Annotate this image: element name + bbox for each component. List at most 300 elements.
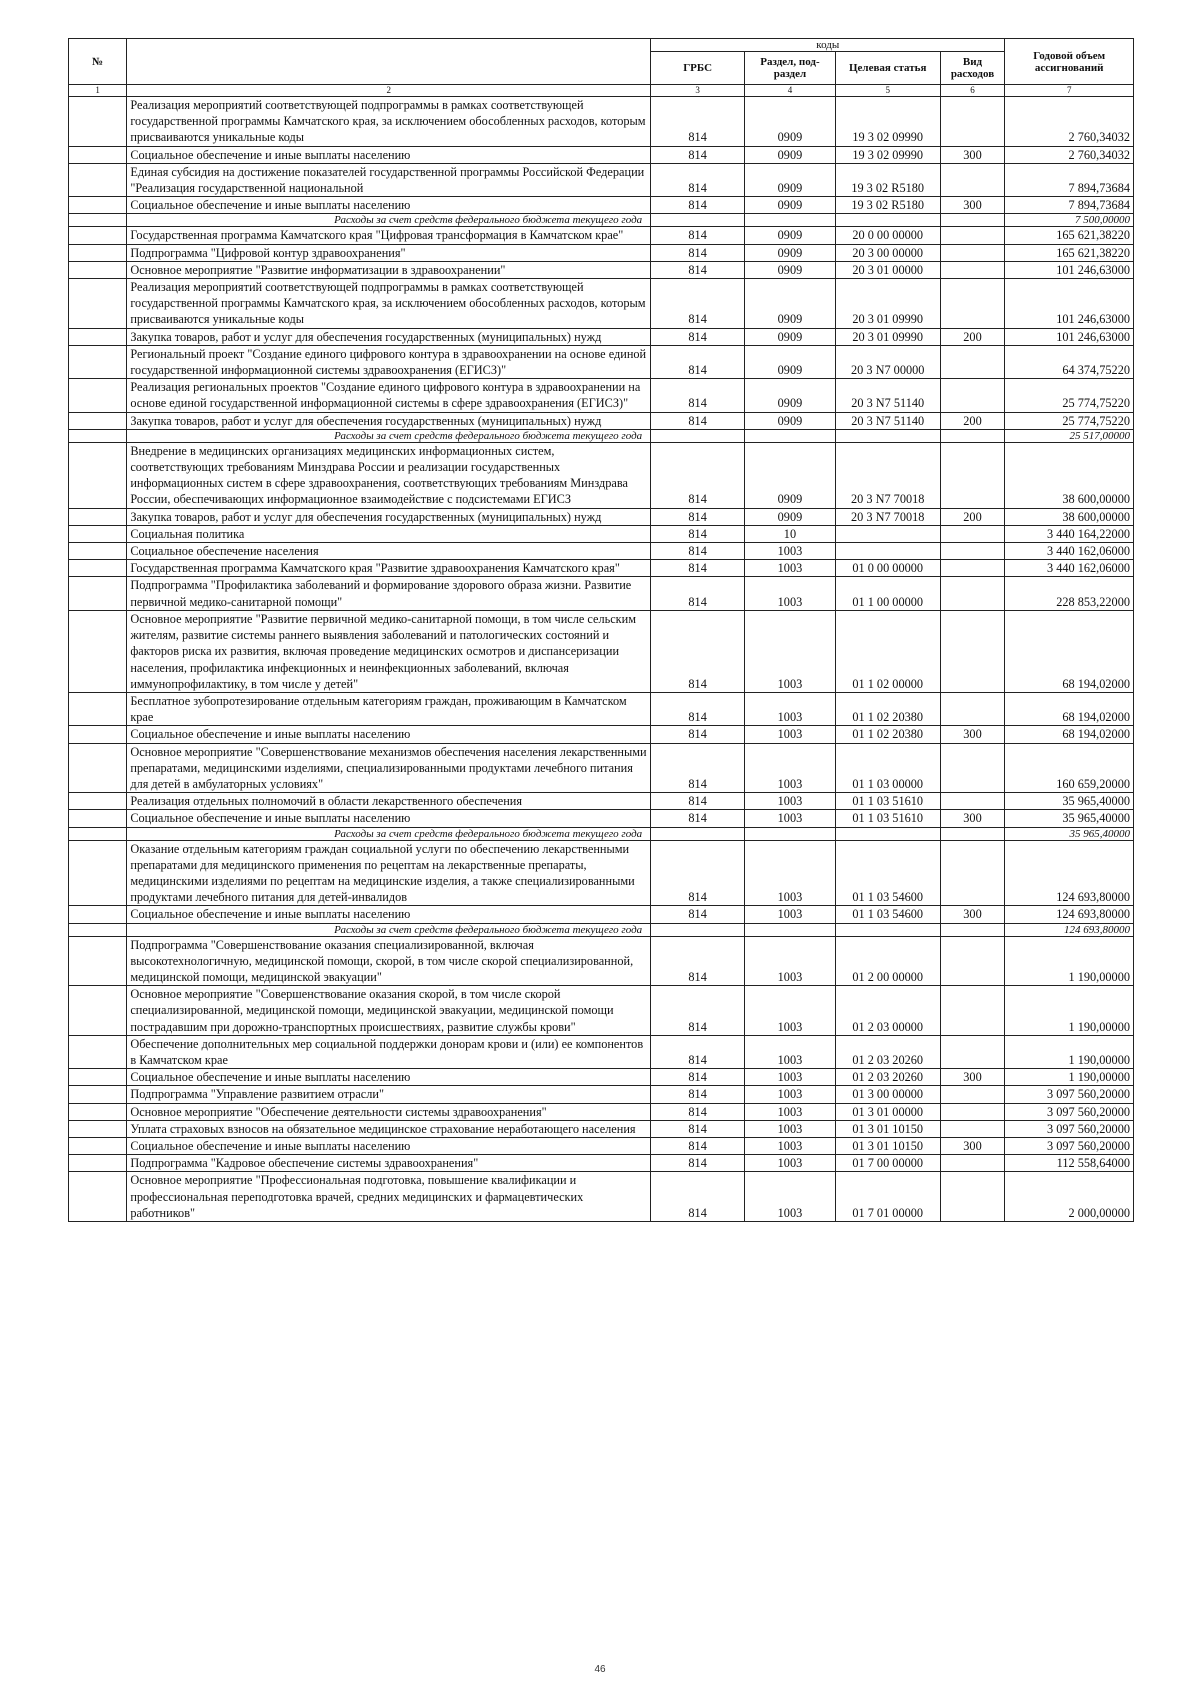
table-row [69,936,1134,986]
grbs-cell: 814 [651,936,745,986]
row-number-cell [69,1069,127,1086]
grbs-cell: 814 [651,743,745,793]
razdel-cell [745,827,836,840]
target-article-cell: 01 2 00 00000 [835,936,940,986]
name-cell: Основное мероприятие "Профессиональная подготовка, повышение квалификации и профессиональная переподготовка врачей, средних медицинских и фармацевтических работников" [127,1172,651,1222]
grbs-cell [651,429,745,442]
table-row [69,1172,1134,1222]
row-number-cell [69,1137,127,1154]
volume-cell: 7 500,00000 [1005,214,1134,227]
volume-cell: 35 965,40000 [1005,810,1134,827]
grbs-cell: 814 [651,412,745,429]
row-number-cell [69,261,127,278]
row-number-cell [69,1103,127,1120]
expense-type-cell [940,429,1005,442]
razdel-cell [745,923,836,936]
expense-type-cell: 300 [940,1069,1005,1086]
name-cell: Единая субсидия на достижение показателей государственной программы Российской Федерации "Реализация государственной национальной [127,163,651,196]
razdel-cell: 0909 [745,261,836,278]
row-number-cell [69,793,127,810]
name-cell: Закупка товаров, работ и услуг для обеспечения государственных (муниципальных) нужд [127,508,651,525]
header-vid: Вид расходов [940,52,1005,85]
column-number-row [69,85,1134,97]
razdel-cell: 1003 [745,1155,836,1172]
volume-cell: 3 440 164,22000 [1005,525,1134,542]
name-cell: Оказание отдельным категориям граждан социальной услуги по обеспечению лекарственными препаратами для медицинского применения по рецептам на лекарственные препараты, медицинскими изделиями по рецептам на медицинские изделия, а также специализированными продуктами лечебного питания для детей-инвалидов [127,840,651,906]
grbs-cell: 814 [651,1120,745,1137]
razdel-cell: 1003 [745,986,836,1036]
row-number-cell [69,560,127,577]
razdel-cell: 1003 [745,577,836,610]
volume-cell: 3 097 560,20000 [1005,1103,1134,1120]
target-article-cell: 19 3 02 R5180 [835,163,940,196]
header-target: Целевая статья [835,52,940,85]
razdel-cell: 0909 [745,345,836,378]
expense-type-cell [940,840,1005,906]
row-number-cell [69,1086,127,1103]
volume-cell: 1 190,00000 [1005,936,1134,986]
table-row [69,986,1134,1036]
row-number-cell [69,442,127,508]
name-cell: Закупка товаров, работ и услуг для обеспечения государственных (муниципальных) нужд [127,328,651,345]
row-number-cell [69,429,127,442]
table-row [69,543,1134,560]
grbs-cell: 814 [651,244,745,261]
table-row [69,508,1134,525]
name-cell: Подпрограмма "Совершенствование оказания специализированной, включая высокотехнологичную, медицинской помощи, скорой, в том числе скорой специализированной, медицинской помощи, медицинской эвакуации" [127,936,651,986]
razdel-cell: 0909 [745,163,836,196]
volume-cell: 68 194,02000 [1005,610,1134,692]
expense-type-cell [940,1103,1005,1120]
expense-type-cell [940,577,1005,610]
row-number-cell [69,726,127,743]
expense-type-cell [940,1155,1005,1172]
volume-cell: 38 600,00000 [1005,442,1134,508]
razdel-cell: 0909 [745,146,836,163]
name-cell: Основное мероприятие "Развитие первичной медико-санитарной помощи, в том числе сельским жителям, развитие системы раннего выявления заболеваний и патологических состояний и факторов риска их развития, включая проведение медицинских осмотров и диспансеризации населения, профилактика инфекционных и неинфекционных заболеваний, включая иммунопрофилактику, в том числе у детей" [127,610,651,692]
table-row [69,1069,1134,1086]
target-article-cell: 01 1 00 00000 [835,577,940,610]
razdel-cell: 0909 [745,279,836,329]
volume-cell: 35 965,40000 [1005,793,1134,810]
row-number-cell [69,692,127,725]
row-number-cell [69,244,127,261]
row-number-cell [69,1035,127,1068]
target-article-cell: 01 7 00 00000 [835,1155,940,1172]
table-row [69,906,1134,923]
expense-type-cell [940,227,1005,244]
row-number-cell [69,146,127,163]
grbs-cell: 814 [651,610,745,692]
razdel-cell: 1003 [745,726,836,743]
row-number-cell [69,328,127,345]
volume-cell: 25 517,00000 [1005,429,1134,442]
target-article-cell: 20 0 00 00000 [835,227,940,244]
target-article-cell: 01 0 00 00000 [835,560,940,577]
table-row [69,692,1134,725]
grbs-cell: 814 [651,906,745,923]
expense-type-cell [940,345,1005,378]
grbs-cell: 814 [651,227,745,244]
row-number-cell [69,810,127,827]
expense-type-cell [940,923,1005,936]
row-number-cell [69,345,127,378]
table-row [69,227,1134,244]
name-cell: Подпрограмма "Цифровой контур здравоохранения" [127,244,651,261]
name-cell: Реализация региональных проектов "Создание единого цифрового контура в здравоохранении на основе единой государственной информационной системы в сфере здравоохранения (ЕГИСЗ)" [127,379,651,412]
expense-type-cell [940,244,1005,261]
expense-type-cell [940,986,1005,1036]
table-row [69,793,1134,810]
budget-table [68,38,1134,1222]
target-article-cell: 20 3 01 09990 [835,279,940,329]
target-article-cell [835,525,940,542]
volume-cell: 1 190,00000 [1005,1035,1134,1068]
col-number: 5 [835,85,940,97]
grbs-cell: 814 [651,1172,745,1222]
grbs-cell: 814 [651,793,745,810]
razdel-cell: 1003 [745,610,836,692]
target-article-cell: 01 1 03 51610 [835,793,940,810]
table-row [69,577,1134,610]
row-number-cell [69,543,127,560]
volume-cell: 112 558,64000 [1005,1155,1134,1172]
header-volume: Годовой объем ассигнований [1005,39,1134,85]
row-number-cell [69,379,127,412]
razdel-cell: 0909 [745,412,836,429]
name-cell: Социальное обеспечение и иные выплаты населению [127,146,651,163]
name-cell: Социальное обеспечение населения [127,543,651,560]
volume-cell: 2 000,00000 [1005,1172,1134,1222]
target-article-cell: 20 3 N7 51140 [835,379,940,412]
name-cell: Основное мероприятие "Развитие информатизации в здравоохранении" [127,261,651,278]
razdel-cell: 1003 [745,936,836,986]
grbs-cell: 814 [651,197,745,214]
federal-budget-row [69,827,1134,840]
grbs-cell: 814 [651,279,745,329]
expense-type-cell [940,214,1005,227]
target-article-cell [835,543,940,560]
target-article-cell: 01 1 03 00000 [835,743,940,793]
grbs-cell: 814 [651,726,745,743]
name-cell: Подпрограмма "Кадровое обеспечение системы здравоохранения" [127,1155,651,1172]
grbs-cell: 814 [651,986,745,1036]
target-article-cell: 01 3 00 00000 [835,1086,940,1103]
target-article-cell [835,923,940,936]
target-article-cell: 19 3 02 09990 [835,97,940,147]
row-number-cell [69,97,127,147]
header-codes: коды [651,39,1005,52]
header-row [69,39,1134,52]
razdel-cell: 10 [745,525,836,542]
col-number: 3 [651,85,745,97]
volume-cell: 101 246,63000 [1005,328,1134,345]
table-row [69,1137,1134,1154]
grbs-cell: 814 [651,261,745,278]
row-number-cell [69,743,127,793]
table-row [69,197,1134,214]
name-cell: Внедрение в медицинских организациях медицинских информационных систем, соответствующих требованиям Минздрава России и реализации государственных информационных систем в сфере здравоохранения, соответствующих требованиям Минздрава России, обеспечивающих информационное взаимодействие с подсистемами ЕГИСЗ [127,442,651,508]
volume-cell: 64 374,75220 [1005,345,1134,378]
grbs-cell: 814 [651,543,745,560]
target-article-cell [835,214,940,227]
grbs-cell: 814 [651,146,745,163]
expense-type-cell: 200 [940,328,1005,345]
razdel-cell: 1003 [745,1086,836,1103]
table-row [69,743,1134,793]
volume-cell: 165 621,38220 [1005,244,1134,261]
target-article-cell: 01 7 01 00000 [835,1172,940,1222]
razdel-cell [745,429,836,442]
name-cell: Обеспечение дополнительных мер социальной поддержки донорам крови и (или) ее компонентов в Камчатском крае [127,1035,651,1068]
target-article-cell: 20 3 00 00000 [835,244,940,261]
name-cell: Расходы за счет средств федерального бюджета текущего года [127,923,651,936]
expense-type-cell [940,610,1005,692]
target-article-cell: 20 3 N7 00000 [835,345,940,378]
target-article-cell: 01 3 01 00000 [835,1103,940,1120]
grbs-cell [651,214,745,227]
razdel-cell: 1003 [745,810,836,827]
row-number-cell [69,610,127,692]
expense-type-cell [940,543,1005,560]
target-article-cell: 20 3 01 09990 [835,328,940,345]
target-article-cell: 19 3 02 09990 [835,146,940,163]
volume-cell: 1 190,00000 [1005,986,1134,1036]
expense-type-cell: 200 [940,412,1005,429]
row-number-cell [69,936,127,986]
volume-cell: 101 246,63000 [1005,279,1134,329]
expense-type-cell: 300 [940,906,1005,923]
grbs-cell: 814 [651,577,745,610]
target-article-cell: 01 1 02 20380 [835,692,940,725]
razdel-cell: 1003 [745,743,836,793]
name-cell: Расходы за счет средств федерального бюджета текущего года [127,827,651,840]
grbs-cell [651,923,745,936]
table-row [69,442,1134,508]
name-cell: Государственная программа Камчатского края "Цифровая трансформация в Камчатском крае" [127,227,651,244]
table-row [69,163,1134,196]
razdel-cell: 0909 [745,197,836,214]
name-cell: Расходы за счет средств федерального бюджета текущего года [127,214,651,227]
table-row [69,1155,1134,1172]
header-name [127,39,651,85]
target-article-cell [835,827,940,840]
table-row [69,379,1134,412]
table-row [69,810,1134,827]
razdel-cell: 1003 [745,1035,836,1068]
col-number: 2 [127,85,651,97]
volume-cell: 101 246,63000 [1005,261,1134,278]
row-number-cell [69,1120,127,1137]
name-cell: Расходы за счет средств федерального бюджета текущего года [127,429,651,442]
name-cell: Социальное обеспечение и иные выплаты населению [127,810,651,827]
grbs-cell: 814 [651,1155,745,1172]
razdel-cell: 1003 [745,1120,836,1137]
table-row [69,328,1134,345]
expense-type-cell [940,379,1005,412]
razdel-cell: 1003 [745,1137,836,1154]
volume-cell: 68 194,02000 [1005,726,1134,743]
expense-type-cell [940,1120,1005,1137]
name-cell: Государственная программа Камчатского края "Развитие здравоохранения Камчатского края" [127,560,651,577]
expense-type-cell: 300 [940,810,1005,827]
expense-type-cell: 300 [940,197,1005,214]
volume-cell: 124 693,80000 [1005,906,1134,923]
razdel-cell: 0909 [745,508,836,525]
expense-type-cell: 300 [940,1137,1005,1154]
expense-type-cell [940,163,1005,196]
razdel-cell: 0909 [745,97,836,147]
razdel-cell: 1003 [745,793,836,810]
name-cell: Социальное обеспечение и иные выплаты населению [127,906,651,923]
target-article-cell: 01 2 03 00000 [835,986,940,1036]
target-article-cell: 01 1 03 54600 [835,840,940,906]
table-row [69,1086,1134,1103]
name-cell: Уплата страховых взносов на обязательное медицинское страхование неработающего населения [127,1120,651,1137]
name-cell: Подпрограмма "Управление развитием отрасли" [127,1086,651,1103]
header-grbs: ГРБС [651,52,745,85]
target-article-cell [835,429,940,442]
razdel-cell: 1003 [745,840,836,906]
name-cell: Основное мероприятие "Обеспечение деятельности системы здравоохранения" [127,1103,651,1120]
row-number-cell [69,923,127,936]
row-number-cell [69,412,127,429]
federal-budget-row [69,429,1134,442]
volume-cell: 3 440 162,06000 [1005,543,1134,560]
row-number-cell [69,279,127,329]
grbs-cell: 814 [651,328,745,345]
page-number: 46 [594,1664,606,1675]
volume-cell: 25 774,75220 [1005,379,1134,412]
volume-cell: 124 693,80000 [1005,840,1134,906]
volume-cell: 2 760,34032 [1005,97,1134,147]
table-row [69,840,1134,906]
volume-cell: 7 894,73684 [1005,163,1134,196]
name-cell: Реализация мероприятий соответствующей подпрограммы в рамках соответствующей государственной программы Камчатского края, за исключением обособленных расходов, которым присваиваются уникальные коды [127,97,651,147]
name-cell: Закупка товаров, работ и услуг для обеспечения государственных (муниципальных) нужд [127,412,651,429]
table-row [69,412,1134,429]
col-number: 7 [1005,85,1134,97]
col-number: 6 [940,85,1005,97]
expense-type-cell [940,442,1005,508]
expense-type-cell [940,1172,1005,1222]
volume-cell: 165 621,38220 [1005,227,1134,244]
expense-type-cell: 300 [940,726,1005,743]
budget-table-sheet [68,38,1134,1222]
volume-cell: 228 853,22000 [1005,577,1134,610]
name-cell: Социальное обеспечение и иные выплаты населению [127,1137,651,1154]
header-no: № [69,39,127,85]
name-cell: Социальное обеспечение и иные выплаты населению [127,197,651,214]
volume-cell: 3 097 560,20000 [1005,1120,1134,1137]
row-number-cell [69,525,127,542]
expense-type-cell [940,827,1005,840]
grbs-cell: 814 [651,508,745,525]
grbs-cell: 814 [651,692,745,725]
target-article-cell: 20 3 N7 70018 [835,508,940,525]
table-row [69,560,1134,577]
row-number-cell [69,1172,127,1222]
volume-cell: 124 693,80000 [1005,923,1134,936]
table-row [69,345,1134,378]
target-article-cell: 01 1 02 00000 [835,610,940,692]
razdel-cell: 0909 [745,244,836,261]
federal-budget-row [69,923,1134,936]
row-number-cell [69,1155,127,1172]
razdel-cell: 0909 [745,442,836,508]
col-number: 4 [745,85,836,97]
table-row [69,525,1134,542]
target-article-cell: 20 3 N7 70018 [835,442,940,508]
grbs-cell: 814 [651,1086,745,1103]
volume-cell: 7 894,73684 [1005,197,1134,214]
row-number-cell [69,827,127,840]
grbs-cell: 814 [651,840,745,906]
row-number-cell [69,197,127,214]
row-number-cell [69,227,127,244]
volume-cell: 3 440 162,06000 [1005,560,1134,577]
name-cell: Основное мероприятие "Совершенствование механизмов обеспечения населения лекарственными препаратами, медицинскими изделиями, специализированными продуктами лечебного питания для детей в амбулаторных условиях" [127,743,651,793]
volume-cell: 38 600,00000 [1005,508,1134,525]
grbs-cell: 814 [651,97,745,147]
volume-cell: 3 097 560,20000 [1005,1086,1134,1103]
expense-type-cell [940,261,1005,278]
volume-cell: 3 097 560,20000 [1005,1137,1134,1154]
grbs-cell: 814 [651,1069,745,1086]
row-number-cell [69,840,127,906]
expense-type-cell [940,525,1005,542]
name-cell: Реализация мероприятий соответствующей подпрограммы в рамках соответствующей государственной программы Камчатского края, за исключением обособленных расходов, которым присваиваются уникальные коды [127,279,651,329]
grbs-cell: 814 [651,525,745,542]
table-row [69,244,1134,261]
table-row [69,146,1134,163]
razdel-cell: 1003 [745,1069,836,1086]
table-row [69,279,1134,329]
table-row [69,1103,1134,1120]
table-row [69,1120,1134,1137]
name-cell: Бесплатное зубопротезирование отдельным категориям граждан, проживающим в Камчатском крае [127,692,651,725]
table-row [69,726,1134,743]
grbs-cell: 814 [651,442,745,508]
volume-cell: 2 760,34032 [1005,146,1134,163]
row-number-cell [69,508,127,525]
row-number-cell [69,214,127,227]
name-cell: Основное мероприятие "Совершенствование оказания скорой, в том числе скорой специализированной, медицинской помощи, медицинской эвакуации, медицинской помощи пострадавшим при дорожно-транспортных происшествиях, развитие службы крови" [127,986,651,1036]
razdel-cell: 0909 [745,227,836,244]
expense-type-cell [940,560,1005,577]
expense-type-cell [940,1035,1005,1068]
target-article-cell: 19 3 02 R5180 [835,197,940,214]
grbs-cell: 814 [651,1103,745,1120]
target-article-cell: 01 2 03 20260 [835,1069,940,1086]
expense-type-cell [940,97,1005,147]
expense-type-cell [940,1086,1005,1103]
target-article-cell: 01 1 02 20380 [835,726,940,743]
volume-cell: 25 774,75220 [1005,412,1134,429]
target-article-cell: 20 3 N7 51140 [835,412,940,429]
volume-cell: 1 190,00000 [1005,1069,1134,1086]
grbs-cell: 814 [651,345,745,378]
expense-type-cell [940,743,1005,793]
name-cell: Социальное обеспечение и иные выплаты населению [127,726,651,743]
razdel-cell: 0909 [745,379,836,412]
volume-cell: 68 194,02000 [1005,692,1134,725]
grbs-cell: 814 [651,1035,745,1068]
razdel-cell: 1003 [745,560,836,577]
expense-type-cell [940,793,1005,810]
expense-type-cell [940,692,1005,725]
name-cell: Региональный проект "Создание единого цифрового контура в здравоохранении на основе единой государственной информационной системы здравоохранения (ЕГИСЗ)" [127,345,651,378]
